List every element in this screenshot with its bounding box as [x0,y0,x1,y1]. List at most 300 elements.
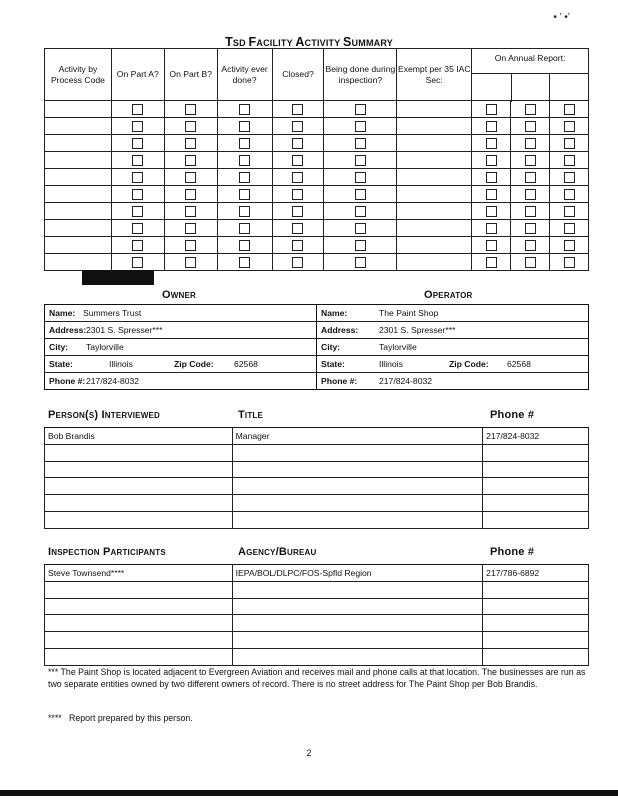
footnote-1: *** The Paint Shop is located adjacent to Evergreen Aviation and receives mail and phone calls at that location. The businesses are run as two separate entities owned by two different owners of record. There is no street address for The Paint Shop per Bob Brandis. [48,667,586,689]
operator-phone-label: Phone #: [321,376,358,386]
checkbox[interactable] [185,104,196,115]
checkbox[interactable] [185,223,196,234]
checkbox-cell [217,220,272,237]
checkbox[interactable] [486,240,497,251]
checkbox[interactable] [564,172,575,183]
person-phone-cell [483,444,589,461]
col-process-code: Activity by Process Code [45,49,112,101]
checkbox[interactable] [486,104,497,115]
checkbox-cell [164,152,217,169]
operator-zip: 62568 [507,359,531,369]
checkbox[interactable] [292,240,303,251]
participants-row [45,581,589,598]
participant-phone-cell [483,615,589,632]
checkbox[interactable] [564,257,575,268]
person-name-cell [45,495,233,512]
checkbox[interactable] [132,257,143,268]
checkbox[interactable] [132,223,143,234]
checkbox-cell [272,220,324,237]
corner-mark: • ’ •’ [553,12,570,23]
checkbox[interactable] [525,206,536,217]
checkbox[interactable] [185,138,196,149]
checkbox[interactable] [355,206,366,217]
checkbox[interactable] [239,206,250,217]
interviewed-phone-heading: Phone # [490,409,535,421]
checkbox[interactable] [486,121,497,132]
checkbox-cell [111,152,164,169]
operator-heading: Operator [424,289,473,301]
person-title-cell [232,444,483,461]
checkbox-cell [324,118,397,135]
checkbox-cell [272,118,324,135]
col-part-a: On Part A? [111,49,164,101]
checkbox[interactable] [292,172,303,183]
footnote-2: **** Report prepared by this person. [48,713,193,723]
checkbox[interactable] [486,172,497,183]
person-name-cell [45,461,233,478]
owner-name: Summers Trust [83,308,142,318]
exempt-cell [397,220,472,237]
owner-city: Taylorville [86,342,124,352]
checkbox[interactable] [292,155,303,166]
checkbox-cell [550,203,589,220]
operator-address-cell [317,322,589,339]
col-closed: Closed? [272,49,324,101]
checkbox-cell [324,203,397,220]
checkbox-cell [217,254,272,271]
person-phone-cell [483,478,589,495]
checkbox-cell [272,254,324,271]
process-code-cell [45,254,112,271]
person-title-cell [232,461,483,478]
exempt-cell [397,135,472,152]
col-annual-report [472,49,589,101]
checkbox-cell [272,101,324,118]
checkbox[interactable] [355,138,366,149]
person-title-cell [232,478,483,495]
checkbox-cell [472,186,511,203]
checkbox-cell [550,237,589,254]
checkbox-cell [164,237,217,254]
activity-row [45,118,589,135]
checkbox-cell [164,186,217,203]
interviewed-row [45,444,589,461]
checkbox-cell [550,186,589,203]
checkbox[interactable] [564,189,575,200]
checkbox-cell [111,237,164,254]
exempt-cell [397,254,472,271]
process-code-cell [45,101,112,118]
checkbox-cell [111,186,164,203]
participant-agency-cell: IEPA/BOL/DLPC/FOS-Spfld Region [232,565,483,582]
participant-name-cell [45,632,233,649]
process-code-cell [45,186,112,203]
owner-operator-table [44,304,589,390]
checkbox-cell [324,152,397,169]
participants-row [45,598,589,615]
person-title-cell: Manager [232,428,483,445]
checkbox-cell [550,152,589,169]
checkbox[interactable] [486,155,497,166]
process-code-cell [45,152,112,169]
checkbox[interactable] [239,121,250,132]
checkbox[interactable] [355,189,366,200]
owner-state-cell [45,356,317,373]
activity-row [45,254,589,271]
person-phone-cell [483,495,589,512]
checkbox[interactable] [564,223,575,234]
person-phone-cell: 217/824-8032 [483,428,589,445]
checkbox-cell [472,118,511,135]
checkbox[interactable] [132,206,143,217]
operator-name-cell [317,305,589,322]
activity-table [44,48,589,271]
interviewed-title-heading: Title [238,409,264,421]
participants-row [45,565,589,582]
checkbox-cell [111,203,164,220]
checkbox[interactable] [132,172,143,183]
owner-phone-cell [45,373,317,390]
checkbox-cell [217,186,272,203]
checkbox[interactable] [239,257,250,268]
checkbox-cell [164,203,217,220]
operator-address-label: Address: [321,325,359,335]
checkbox[interactable] [185,206,196,217]
operator-zip-label: Zip Code: [449,359,489,369]
checkbox-cell [324,186,397,203]
checkbox[interactable] [239,138,250,149]
operator-name: The Paint Shop [379,308,439,318]
checkbox[interactable] [525,257,536,268]
process-code-cell [45,237,112,254]
checkbox[interactable] [239,155,250,166]
checkbox-cell [217,152,272,169]
activity-row [45,169,589,186]
checkbox[interactable] [239,240,250,251]
checkbox-cell [111,254,164,271]
checkbox-cell [217,135,272,152]
person-title-cell [232,495,483,512]
participant-phone-cell [483,648,589,665]
checkbox[interactable] [564,240,575,251]
process-code-cell [45,203,112,220]
checkbox-cell [511,101,550,118]
checkbox-cell [550,101,589,118]
checkbox-cell [111,135,164,152]
checkbox[interactable] [564,155,575,166]
participant-agency-cell [232,598,483,615]
owner-address-label: Address: [49,325,87,335]
checkbox[interactable] [525,240,536,251]
checkbox-cell [164,135,217,152]
checkbox-cell [217,118,272,135]
owner-city-label: City: [49,342,69,352]
checkbox-cell [164,254,217,271]
activity-row [45,135,589,152]
exempt-cell [397,169,472,186]
activity-row [45,203,589,220]
participant-phone-cell [483,598,589,615]
checkbox[interactable] [564,206,575,217]
checkbox[interactable] [355,172,366,183]
checkbox[interactable] [132,189,143,200]
checkbox[interactable] [355,104,366,115]
owner-address: 2301 S. Spresser*** [86,325,163,335]
process-code-cell [45,169,112,186]
checkbox[interactable] [355,121,366,132]
interviewed-row [45,478,589,495]
checkbox[interactable] [185,155,196,166]
participants-agency-heading: Agency/Bureau [238,546,317,558]
col-being-done: Being done during inspection? [324,49,397,101]
process-code-cell [45,118,112,135]
checkbox-cell [164,101,217,118]
checkbox[interactable] [525,155,536,166]
exempt-cell [397,101,472,118]
operator-address: 2301 S. Spresser*** [379,325,456,335]
checkbox-cell [472,135,511,152]
operator-state-label: State: [321,359,345,369]
checkbox-cell [511,254,550,271]
checkbox[interactable] [525,121,536,132]
checkbox-cell [511,237,550,254]
interviewed-row [45,461,589,478]
participant-name-cell [45,648,233,665]
exempt-cell [397,237,472,254]
checkbox-cell [217,203,272,220]
checkbox-cell [111,101,164,118]
person-name-cell: Bob Brandis [45,428,233,445]
checkbox-cell [472,237,511,254]
interviewed-row [45,495,589,512]
checkbox[interactable] [486,223,497,234]
checkbox[interactable] [239,189,250,200]
interviewed-heading: Person(s) Interviewed [48,409,160,421]
owner-zip: 62568 [234,359,258,369]
participants-row [45,648,589,665]
participant-name-cell [45,581,233,598]
activity-row [45,152,589,169]
checkbox-cell [472,203,511,220]
checkbox[interactable] [525,104,536,115]
participant-name-cell: Steve Townsend**** [45,565,233,582]
checkbox[interactable] [292,206,303,217]
exempt-cell [397,118,472,135]
checkbox[interactable] [185,189,196,200]
owner-phone-label: Phone #: [49,376,86,386]
checkbox[interactable] [564,138,575,149]
checkbox-cell [217,169,272,186]
checkbox-cell [324,135,397,152]
checkbox-cell [324,237,397,254]
exempt-cell [397,152,472,169]
activity-row [45,101,589,118]
checkbox-cell [550,220,589,237]
checkbox-cell [111,118,164,135]
checkbox[interactable] [292,223,303,234]
checkbox-cell [111,169,164,186]
participants-heading: Inspection Participants [48,546,166,558]
participant-agency-cell [232,632,483,649]
process-code-cell [45,220,112,237]
checkbox-cell [272,169,324,186]
owner-zip-label: Zip Code: [174,359,214,369]
person-phone-cell [483,461,589,478]
operator-name-label: Name: [321,308,348,318]
person-title-cell [232,511,483,528]
checkbox-cell [472,101,511,118]
checkbox-cell [272,203,324,220]
exempt-cell [397,186,472,203]
participants-row [45,632,589,649]
activity-row [45,186,589,203]
checkbox-cell [511,186,550,203]
checkbox-cell [111,220,164,237]
participant-phone-cell [483,581,589,598]
checkbox-cell [511,118,550,135]
interviewed-row [45,428,589,445]
checkbox-cell [550,118,589,135]
col-exempt: Exempt per 35 IAC Sec: [397,49,472,101]
checkbox-cell [472,152,511,169]
checkbox-cell [550,135,589,152]
col-activity-ever: Activity ever done? [217,49,272,101]
owner-name-label: Name: [49,308,76,318]
checkbox[interactable] [525,189,536,200]
checkbox[interactable] [132,240,143,251]
participants-row [45,615,589,632]
checkbox[interactable] [355,257,366,268]
exempt-cell [397,203,472,220]
person-name-cell [45,511,233,528]
owner-state: Illinois [109,359,133,369]
owner-city-cell [45,339,317,356]
checkbox[interactable] [132,104,143,115]
checkbox[interactable] [355,223,366,234]
checkbox-cell [272,152,324,169]
participant-agency-cell [232,648,483,665]
checkbox-cell [472,220,511,237]
checkbox-cell [164,220,217,237]
operator-city-cell [317,339,589,356]
operator-city: Taylorville [379,342,417,352]
scan-edge [0,790,618,796]
checkbox[interactable] [564,104,575,115]
checkbox[interactable] [239,223,250,234]
person-phone-cell [483,511,589,528]
participant-agency-cell [232,615,483,632]
checkbox-cell [472,169,511,186]
checkbox-cell [511,169,550,186]
operator-state: Illinois [379,359,403,369]
checkbox[interactable] [486,206,497,217]
checkbox[interactable] [292,257,303,268]
owner-address-cell [45,322,317,339]
participant-phone-cell [483,632,589,649]
participant-name-cell [45,598,233,615]
page-title: TSD FACILITY ACTIVITY SUMMARY [225,35,393,49]
checkbox-cell [550,169,589,186]
owner-heading: Owner [162,289,196,301]
participant-agency-cell [232,581,483,598]
checkbox[interactable] [525,138,536,149]
checkbox[interactable] [486,257,497,268]
checkbox[interactable] [355,155,366,166]
checkbox[interactable] [292,121,303,132]
checkbox-cell [550,254,589,271]
activity-row [45,220,589,237]
checkbox[interactable] [564,121,575,132]
owner-name-cell [45,305,317,322]
col-part-b: On Part B? [164,49,217,101]
page-number: 2 [306,748,312,758]
annual-report-label: On Annual Report: [494,53,566,63]
checkbox[interactable] [132,155,143,166]
checkbox[interactable] [525,223,536,234]
checkbox[interactable] [185,257,196,268]
checkbox[interactable] [292,138,303,149]
checkbox[interactable] [239,104,250,115]
checkbox-cell [272,237,324,254]
interviewed-row [45,511,589,528]
checkbox-cell [217,237,272,254]
activity-row [45,237,589,254]
checkbox[interactable] [239,172,250,183]
checkbox[interactable] [185,121,196,132]
checkbox-cell [511,203,550,220]
checkbox-cell [472,254,511,271]
checkbox[interactable] [525,172,536,183]
checkbox[interactable] [486,138,497,149]
checkbox-cell [324,254,397,271]
person-name-cell [45,478,233,495]
checkbox-cell [272,135,324,152]
operator-phone: 217/824-8032 [379,376,433,386]
operator-state-cell [317,356,589,373]
participants-phone-heading: Phone # [490,546,535,558]
participant-name-cell [45,615,233,632]
checkbox-cell [324,169,397,186]
process-code-cell [45,135,112,152]
participants-table [44,564,589,666]
checkbox[interactable] [292,189,303,200]
operator-city-label: City: [321,342,341,352]
checkbox[interactable] [185,172,196,183]
checkbox[interactable] [132,121,143,132]
person-name-cell [45,444,233,461]
owner-state-label: State: [49,359,73,369]
checkbox-cell [164,169,217,186]
checkbox[interactable] [132,138,143,149]
checkbox[interactable] [355,240,366,251]
redaction-bar [82,270,154,285]
interviewed-table [44,427,589,529]
checkbox-cell [164,118,217,135]
participant-phone-cell: 217/786-6892 [483,565,589,582]
checkbox-cell [511,152,550,169]
checkbox-cell [217,101,272,118]
checkbox-cell [511,220,550,237]
owner-phone: 217/824-8032 [86,376,140,386]
checkbox-cell [272,186,324,203]
checkbox[interactable] [185,240,196,251]
operator-phone-cell [317,373,589,390]
checkbox-cell [324,220,397,237]
checkbox[interactable] [292,104,303,115]
checkbox-cell [324,101,397,118]
checkbox[interactable] [486,189,497,200]
checkbox-cell [511,135,550,152]
